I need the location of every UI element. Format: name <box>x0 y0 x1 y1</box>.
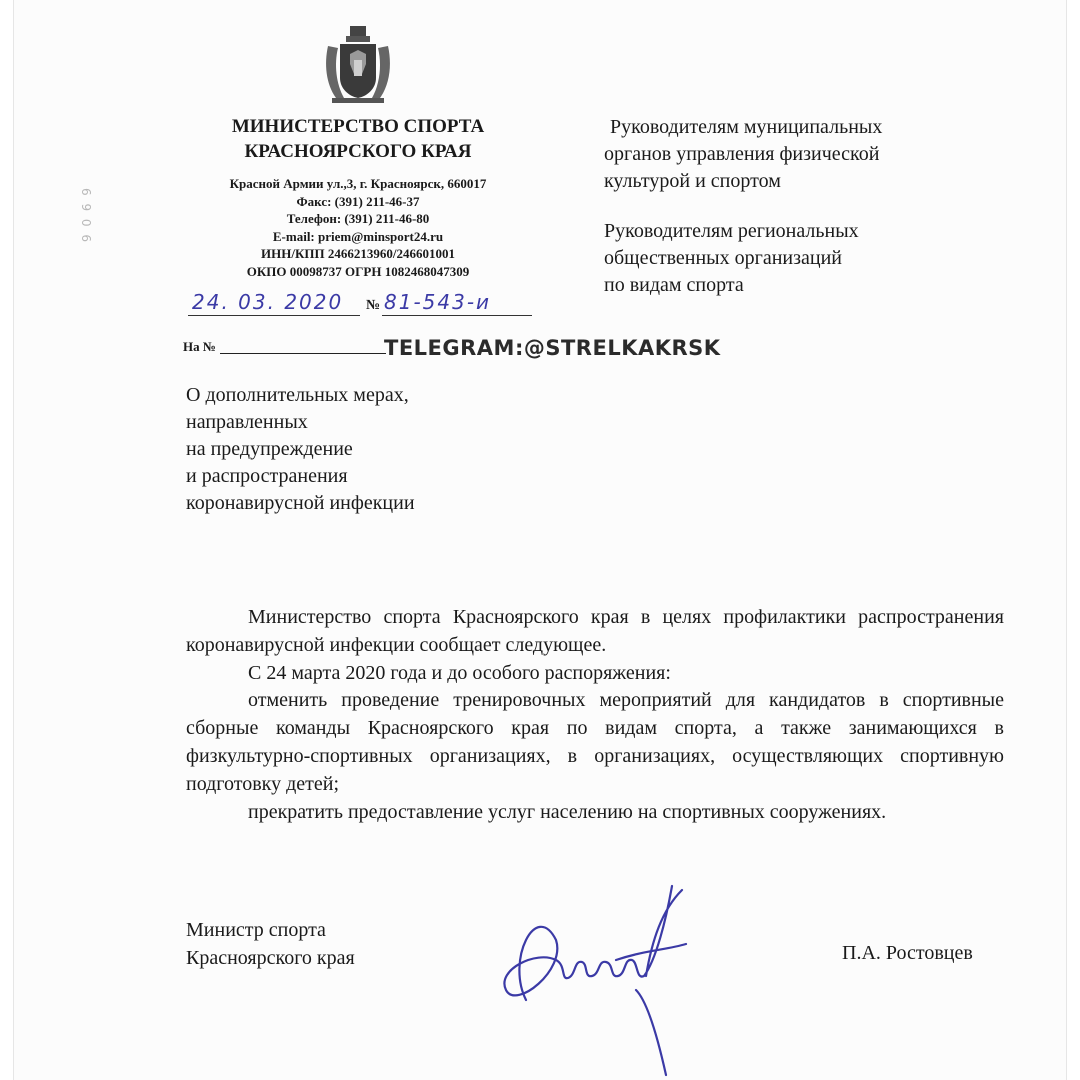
coat-of-arms-emblem <box>320 24 396 104</box>
body-paragraph-4: прекратить предоставление услуг населению на спортивных сооружениях. <box>248 800 887 823</box>
letter-body <box>186 604 1004 826</box>
ministry-name: МИНИСТЕРСТВО СПОРТА КРАСНОЯРСКОГО КРАЯ <box>231 116 485 162</box>
email: E-mail: priem@minsport24.ru <box>272 228 444 244</box>
inn: ИНН/КПП 2466213960/246601001 <box>261 246 455 261</box>
handwritten-signature <box>496 880 696 1080</box>
telegram-watermark: TELEGRAM:@STRELKAKRSK <box>384 336 721 360</box>
recipients-block-1: Руководителям муниципальных органов управления физической культурой и спортом <box>604 116 883 192</box>
fax: Факс: (391) 211-46-37 <box>296 193 420 209</box>
number-sign: № <box>366 298 381 313</box>
address: Красной Армии ул.,3, г. Красноярск, 660017 <box>229 176 487 191</box>
reference-number-line <box>220 353 386 354</box>
handwritten-number: 81-543-и <box>384 290 492 314</box>
body-paragraph-3: отменить проведение тренировочных мероприятий для кандидатов в спортивные сборные команды Красноярского края по видам спорта, а также занимающихся в физкультурно-спортивных организациях, в организациях, осуществляющих спортивную подготовку детей; <box>186 689 1004 795</box>
body-paragraph-1: Министерство спорта Красноярского края в целях профилактики распространения коронавирусной инфекции сообщает следующее. <box>186 606 1004 656</box>
phone: Телефон: (391) 211-46-80 <box>286 211 430 226</box>
registration-line <box>188 290 534 320</box>
ministry-contacts <box>190 175 526 280</box>
letter-subject: О дополнительных мерах, направленных на предупреждение и распространения коронавирусной инфекции <box>186 384 415 514</box>
body-paragraph-2: С 24 марта 2020 года и до особого распоряжения: <box>248 661 671 684</box>
okpo: ОКПО 00098737 ОГРН 1082468047309 <box>246 263 470 279</box>
handwritten-date: 24. 03. 2020 <box>192 290 344 314</box>
margin-stamp: 9 0 6 9 <box>80 186 94 242</box>
reference-number-label: На № <box>183 339 216 354</box>
signatory-name: П.А. Ростовцев <box>842 942 973 964</box>
signatory-position: Министр спорта Красноярского края <box>186 919 355 969</box>
recipients-block-2: Руководителям региональных общественных организаций по видам спорта <box>604 220 859 296</box>
